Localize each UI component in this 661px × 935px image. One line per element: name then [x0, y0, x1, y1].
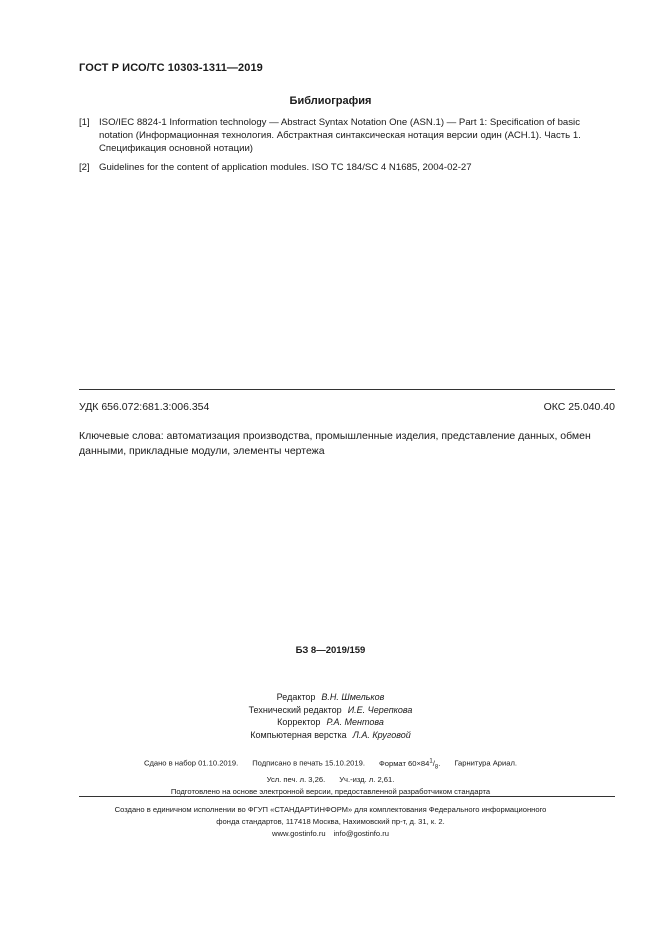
- email-link[interactable]: info@gostinfo.ru: [333, 829, 390, 838]
- staff-row: [0, 704, 661, 717]
- footer-line: Создано в единичном исполнении во ФГУП «СТАНДАРТИНФОРМ» для комплектования Федерального информационного: [114, 805, 547, 814]
- staff-name: Л.А. Круговой: [352, 729, 411, 740]
- bibliography-item-text: ISO/IEC 8824-1 Information technology — Abstract Syntax Notation One (ASN.1) — Part 1: Specification of basic notation (Информационная технология. Абстрактная синтаксическая нотация версии один (АСН.1). Часть 1. Спецификация основной нотации): [99, 117, 581, 154]
- bibliography-item: [79, 116, 619, 156]
- footer-contacts: [0, 828, 661, 840]
- bibliography-item-number: [1]: [79, 117, 90, 128]
- staff-name: И.Е. Черепкова: [347, 704, 413, 715]
- publication-line: [0, 774, 661, 787]
- udk-code: УДК 656.072:681.3:006.354: [79, 401, 210, 413]
- page-header-standard: ГОСТ Р ИСО/ТС 10303-1311—2019: [79, 62, 263, 74]
- publication-details: [0, 755, 661, 799]
- prepared-note: Подготовлено на основе электронной версии, предоставленной разработчиком стандарта: [170, 787, 491, 797]
- bz-number: БЗ 8—2019/159: [295, 645, 366, 656]
- print-sheets: Усл. печ. л. 3,26.: [266, 774, 326, 784]
- publishing-sheets: Уч.-изд. л. 2,61.: [339, 774, 395, 784]
- signed-date: Подписано в печать 15.10.2019.: [252, 758, 365, 768]
- staff-name: В.Н. Шмельков: [321, 692, 385, 702]
- publisher-footer: [0, 804, 661, 840]
- divider: [79, 389, 615, 390]
- keywords: Ключевые слова: автоматизация производства, промышленные изделия, представление данных, обмен данными, прикладные модули, элементы чертежа: [79, 430, 591, 457]
- oks-code: ОКС 25.040.40: [543, 401, 615, 413]
- bibliography-item: [79, 161, 619, 175]
- staff-row: [0, 729, 661, 742]
- website-link[interactable]: www.gostinfo.ru: [271, 829, 326, 838]
- staff-role: Технический редактор: [248, 704, 342, 715]
- divider: [79, 796, 615, 797]
- bibliography-item-text: Guidelines for the content of application modules. ISO TC 184/SC 4 N1685, 2004-02-27: [99, 162, 472, 173]
- paper-format: Формат $60\times 84^1/_8$.: [378, 758, 441, 771]
- staff-name: Р.А. Ментова: [326, 717, 384, 727]
- bibliography-item-number: [2]: [79, 162, 90, 173]
- staff-role: Редактор: [276, 692, 316, 702]
- staff-role: Компьютерная верстка: [250, 729, 347, 740]
- footer-line: фонда стандартов, 117418 Москва, Нахимовский пр-т, д. 31, к. 2.: [216, 817, 445, 826]
- bibliography-title: Библиография: [289, 95, 372, 107]
- staff-row: [0, 691, 661, 704]
- submitted-date: Сдано в набор 01.10.2019.: [143, 758, 239, 768]
- publication-line: [0, 755, 661, 774]
- staff-role: Корректор: [277, 717, 321, 727]
- editorial-staff: [0, 691, 661, 741]
- staff-row: [0, 716, 661, 729]
- typeface: Гарнитура Ариал.: [454, 758, 518, 768]
